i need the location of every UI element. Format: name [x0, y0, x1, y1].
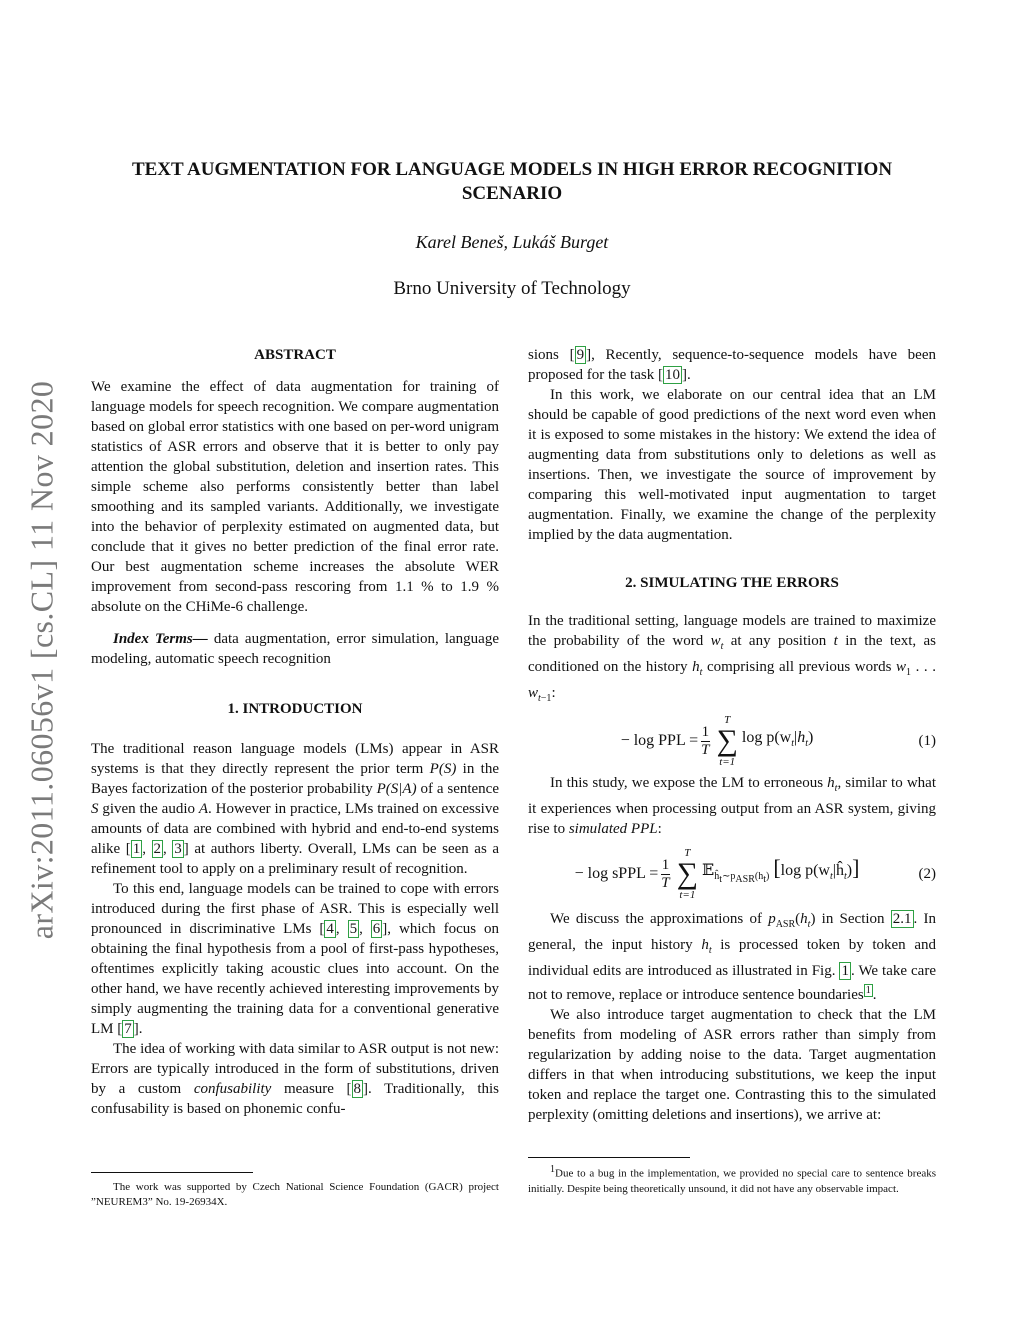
math-PS: P(S) [429, 761, 457, 777]
footnote-rule-left [91, 1172, 253, 1173]
paper-authors: Karel Beneš, Lukáš Burget [415, 232, 609, 252]
left-column [91, 345, 499, 1119]
equation-1: − log PPL = $\frac{1}{T}$ T ∑ t=1 $\log p(w_t|h_t)$ (1) [620, 714, 936, 768]
intro-paragraph-1: The traditional reason language models (LMs) appear in ASR systems is that they directly represent the prior term P(S) in the Bayes factorization of the posterior probability P(S|A) of a sentence S given the audio A. However in practice, LMs trained on excessive amounts of data are combined with hybrid and end-to-end systems alike [ 1 , 2 , 3 ] at authors liberty. Overall, LMs can be seen as a refinement tool to apply on a preliminary result of recognition. [91, 739, 499, 879]
citation-link[interactable]: [ 4 , 5 , 6 ] [319, 920, 387, 938]
paper-affiliation: Brno University of Technology [393, 278, 631, 299]
paper-title: TEXT AUGMENTATION FOR LANGUAGE MODELS IN HIGH ERROR RECOGNITION SCENARIO [131, 159, 893, 204]
arxiv-side-stamp [19, 350, 65, 970]
citation-link[interactable]: [ 10 ] [658, 366, 687, 384]
citation-link[interactable]: [ 8 ] [347, 1080, 369, 1098]
right-column [528, 345, 936, 1125]
section-link[interactable]: 2.1 [892, 911, 912, 927]
section2-heading: 2. SIMULATING THE ERRORS [625, 575, 839, 591]
intro-heading: 1. INTRODUCTION [227, 701, 363, 717]
equation-2-number: (2) [918, 866, 936, 882]
intro-paragraph-2: To this end, language models can be trained to cope with errors introduced during the first phase of ASR. This is especially well pronounced in discriminative LMs [ 4 , 5 , 6 ] , which focus on obtaining the final hypothesis from a pool of first-pass hypotheses, oftentimes explicitly taking acoustic clues into account. On the other hand, we have recently achieved interesting improvements by simply augmenting the training data for a conventional generative LM [ 7 ] . [91, 879, 499, 1039]
index-terms-text: data augmentation, error simulation, language modeling, automatic speech recognition [91, 631, 499, 667]
footnote-right: $^1$Due to a bug in the implementation, we provided no special care to sentence breaks initially. Despite being theoretically unsound, it did not have any observable impact. [528, 1164, 936, 1195]
footnote-link[interactable]: 1 [865, 985, 871, 996]
figure-link[interactable]: 1 [841, 963, 849, 979]
index-terms-label: Index Terms— [113, 631, 208, 647]
equation-1-number: (1) [918, 733, 936, 749]
footnote-left: The work was supported by Czech National Science Foundation (GACR) project ”NEUREM3” No. 19-26934X. [91, 1181, 499, 1208]
citation-link[interactable]: [ 1 , 2 , 3 ] [126, 840, 189, 858]
right-intro-paragraph-1: In this work, we elaborate on our central idea that an LM should be capable of good predictions of the next word even when it is exposed to some mistakes in the history: We extend the idea of augmenting data from substitutions only to deletions as well as insertions. Then, we investigate the source of improvement by comparing this well-motivated input augmentation to target augmentation. Finally, we examine the change of the perplexity implied by the data augmentation. [528, 387, 936, 543]
abstract-text: We examine the effect of data augmentation for training of language models for speech recognition. We compare augmentation based on global error statistics with one based on per-word unigram statistics of ASR errors and observe that it is better to only pay attention the global substitution, deletion and insertion rates. This simple scheme also performs consistently better than label smoothing and its sampled variants. Additionally, we investigate into the behavior of perplexity estimated on augmented data, but conclude that it gives no better prediction of the final error rate. Our best augmentation scheme increases the absolute WER improvement from second-pass rescoring from 1.1 % to 1.9 % absolute on the CHiMe-6 challenge. [91, 379, 499, 615]
footnote-rule-right [528, 1157, 690, 1158]
abstract-heading: ABSTRACT [254, 347, 336, 363]
right-intro-paragraph-0: sions [ 9 ] , Recently, sequence-to-sequence models have been proposed for the task [ 10 ] . [528, 345, 936, 385]
citation-link[interactable]: [ 7 ] [117, 1020, 139, 1038]
intro-paragraph-3: The idea of working with data similar to ASR output is not new: Errors are typically introduced in the form of substitutions, driven by a custom confusability measure [ 8 ] . Traditionally, this confusability is based on phonemic confu- [91, 1039, 499, 1119]
math-PSA: P(S|A) [376, 781, 417, 797]
section2-paragraph-1: In the traditional setting, language models are trained to maximize the probability of the word $w_t$ at any position t in the text, as conditioned on the history $h_t$ comprising all previous words $w_1$ . . . $w_{t-1}$: [528, 613, 937, 704]
section2-paragraph-4: We also introduce target augmentation to check that the LM benefits from modeling of ASR errors rather than simply from regularization by adding noise to the data. Target augmentation differs in that when introducing substitutions, we keep the input token and replace the target one. Contrasting this to the simulated perplexity (omitting deletions and insertions), we arrive at: [528, 1007, 936, 1123]
equation-2: − log sPPL = $\frac{1}{T}$ T ∑ t=1 𝔼$_{ĥ_t\sim p_{ASR}(h_t)}$ [log $p(w_t|ĥ_t)$] (2) [574, 847, 936, 901]
arxiv-id-text: arXiv:2011.06056v1 [cs.CL] 11 Nov 2020 [23, 380, 60, 940]
citation-link[interactable]: [ 9 ] [570, 346, 592, 364]
index-terms [91, 629, 499, 669]
section2-paragraph-3: We discuss the approximations of $p_{ASR}(h_t)$ in Section 2.1 . In general, the input history $h_t$ is processed token by token and individual edits are introduced as illustrated in Fig. 1 . We take care not to remove, replace or introduce sentence boundaries $^1$ . [528, 911, 936, 1003]
section2-paragraph-2: In this study, we expose the LM to erroneous $h_t$, similar to what it experiences when processing output from an ASR system, giving rise to simulated PPL: [528, 775, 936, 837]
